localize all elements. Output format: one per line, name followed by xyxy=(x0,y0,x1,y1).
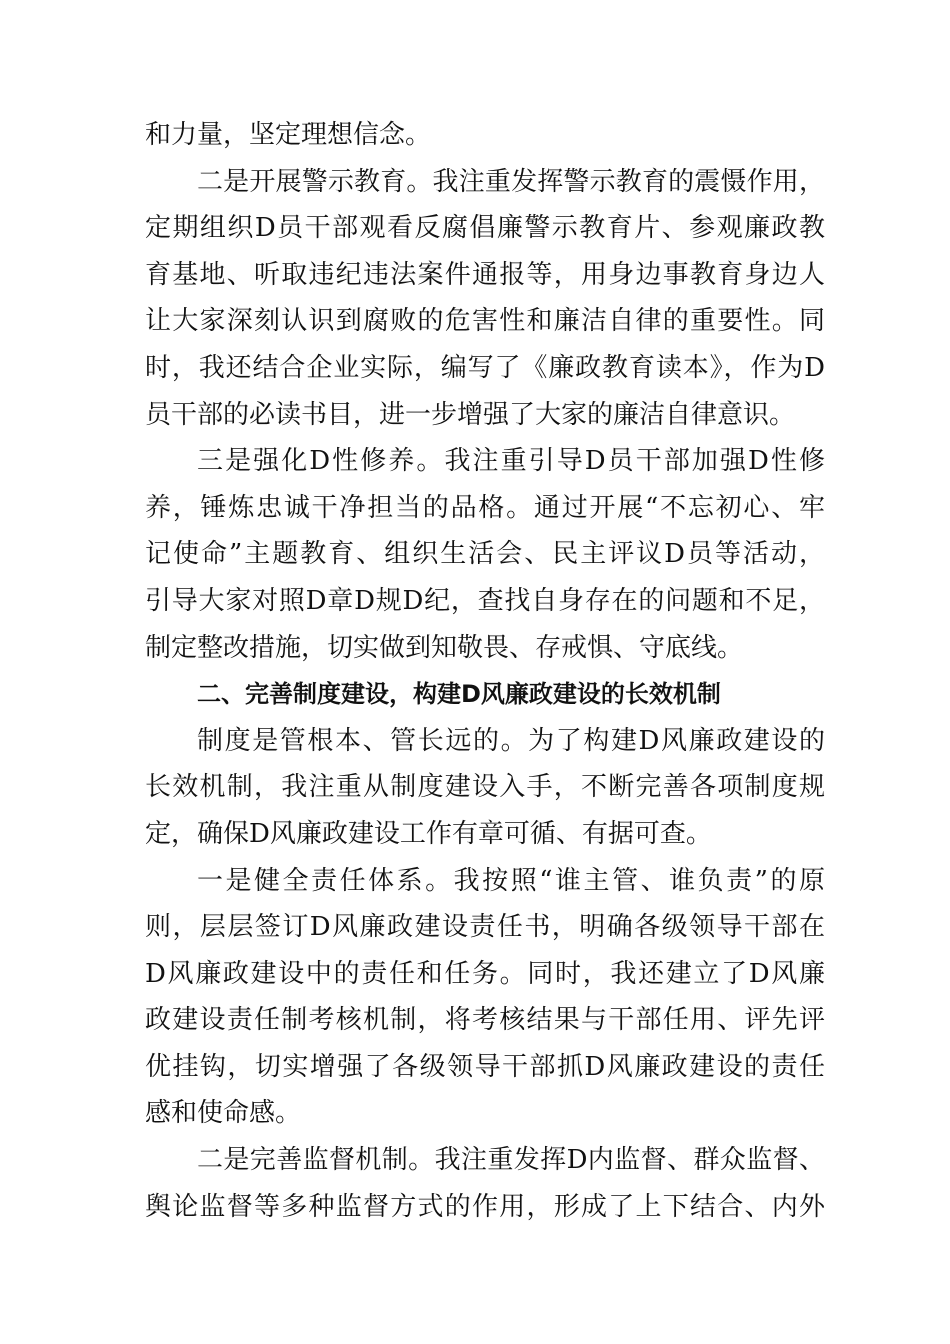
text-line: 制定整改措施，切实做到知敬畏、存戒惧、守底线。 xyxy=(145,632,744,663)
text-line: 感和使命感。 xyxy=(145,1098,302,1129)
text-line: D风廉政建设中的责任和任务。同时，我还建立了D风廉 xyxy=(145,958,825,989)
text-line: 优挂钩，切实增强了各级领导干部抓D风廉政建设的责任 xyxy=(145,1051,825,1082)
text-line: 记使命”主题教育、组织生活会、民主评议D员等活动， xyxy=(145,539,825,570)
text-line: 和力量，坚定理想信念。 xyxy=(145,120,432,150)
text-line: 舆论监督等多种监督方式的作用，形成了上下结合、内外 xyxy=(145,1191,825,1222)
text-line: 育基地、听取违纪违法案件通报等，用身边事教育身边人 xyxy=(145,259,825,290)
section-heading: 二、完善制度建设，构建D风廉政建设的长效机制 xyxy=(197,680,721,709)
text-line: 二是开展警示教育。我注重发挥警示教育的震慑作用， xyxy=(197,166,825,197)
text-line: 长效机制，我注重从制度建设入手，不断完善各项制度规 xyxy=(145,772,825,803)
text-line: 养，锤炼忠诚干净担当的品格。通过开展“不忘初心、牢 xyxy=(145,492,825,523)
text-line: 三是强化D性修养。我注重引导D员干部加强D性修 xyxy=(197,446,825,477)
text-line: 政建设责任制考核机制，将考核结果与干部任用、评先评 xyxy=(145,1005,825,1036)
text-line: 引导大家对照D章D规D纪，查找自身存在的问题和不足， xyxy=(145,585,825,616)
text-line: 让大家深刻认识到腐败的危害性和廉洁自律的重要性。同 xyxy=(145,306,825,337)
text-line: 时，我还结合企业实际，编写了《廉政教育读本》，作为D xyxy=(145,352,825,383)
text-line: 则，层层签订D风廉政建设责任书，明确各级领导干部在 xyxy=(145,912,825,943)
document-body xyxy=(145,112,825,1230)
text-line: 定期组织D员干部观看反腐倡廉警示教育片、参观廉政教 xyxy=(145,213,825,244)
text-line: 制度是管根本、管长远的。为了构建D风廉政建设的 xyxy=(197,725,825,756)
text-line: 定，确保D风廉政建设工作有章可循、有据可查。 xyxy=(145,818,712,849)
text-line: 二是完善监督机制。我注重发挥D内监督、群众监督、 xyxy=(197,1145,825,1176)
text-line: 一是健全责任体系。我按照“谁主管、谁负责”的原 xyxy=(197,865,825,896)
text-line: 员干部的必读书目，进一步增强了大家的廉洁自律意识。 xyxy=(145,399,796,430)
